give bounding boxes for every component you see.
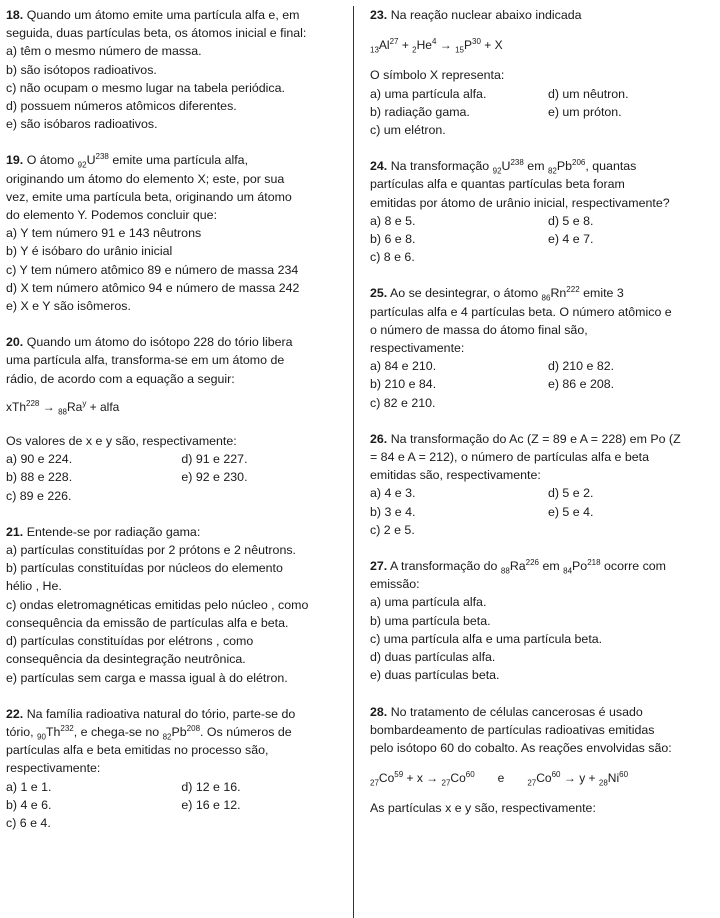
mass-number: 222 <box>566 285 580 295</box>
atomic-number: 27 <box>527 778 537 788</box>
option-a: a) 4 e 3. <box>370 486 416 501</box>
mass-number: 27 <box>389 37 399 47</box>
question-text: originando um átomo do elemento X; este, por sua <box>6 171 285 186</box>
element-symbol: He <box>416 38 432 53</box>
element-symbol: Co <box>450 771 466 786</box>
arrow-icon: → <box>436 38 456 53</box>
equation-term: + <box>398 38 413 53</box>
question-22 <box>6 705 347 832</box>
question-text: O símbolo X representa: <box>370 68 505 83</box>
option-d: d) X tem número atômico 94 e número de massa 242 <box>6 280 300 295</box>
option-b: b) 88 e 228. <box>6 470 73 485</box>
option-d-cont: consequência da desintegração neutrônica. <box>6 652 246 667</box>
mass-number: 238 <box>510 158 524 168</box>
question-25 <box>370 284 716 411</box>
element-symbol: Rn <box>550 286 567 301</box>
option-c: c) 6 e 4. <box>6 815 51 830</box>
option-c: c) Y tem número atômico 89 e número de massa 234 <box>6 262 299 277</box>
question-text: Ao se desintegrar, o átomo <box>390 286 539 301</box>
atomic-number: 88 <box>500 566 510 576</box>
option-d: d) duas partículas alfa. <box>370 650 496 665</box>
option-e: e) 4 e 7. <box>547 232 594 247</box>
question-text: rádio, de acordo com a equação a seguir: <box>6 371 235 386</box>
mass-number: 60 <box>551 770 561 780</box>
question-number: 22. <box>6 706 24 721</box>
mass-number: 218 <box>587 557 601 567</box>
atomic-number: 2 <box>412 45 417 55</box>
question-text: . Os números de <box>200 724 292 739</box>
atomic-number: 92 <box>492 166 502 176</box>
question-text: partículas alfa e quantas partículas beta foram <box>370 177 625 192</box>
option-b: b) partículas constituídas por núcleos do elemento <box>6 561 283 576</box>
option-a: a) 8 e 5. <box>370 213 416 228</box>
question-text: , e chega-se no <box>73 724 160 739</box>
option-e: e) duas partículas beta. <box>370 668 500 683</box>
option-c: c) ondas eletromagnéticas emitidas pelo núcleo , como <box>6 597 309 612</box>
question-19 <box>6 151 347 315</box>
option-c: c) um elétron. <box>370 123 446 138</box>
option-e: e) 92 e 230. <box>181 470 248 485</box>
mass-number: 30 <box>472 37 481 47</box>
arrow-icon: → <box>426 771 439 786</box>
atomic-number: 88 <box>58 407 67 417</box>
element-symbol: P <box>464 38 473 53</box>
option-a: a) uma partícula alfa. <box>370 86 487 101</box>
option-e: e) 86 e 208. <box>547 377 615 392</box>
question-text: emite uma partícula alfa, <box>112 153 249 168</box>
option-d: d) 91 e 227. <box>181 452 248 467</box>
question-text: respectivamente: <box>6 761 101 776</box>
option-b: b) são isótopos radioativos. <box>6 62 157 77</box>
question-text: A transformação do <box>390 559 498 574</box>
question-text: Quando um átomo emite uma partícula alfa e, em <box>26 8 300 22</box>
question-text: uma partícula alfa, transforma-se em um átomo de <box>6 353 285 368</box>
question-number: 20. <box>6 335 24 350</box>
question-text: partículas alfa e 4 partículas beta. O número atômico e <box>370 304 672 319</box>
question-text: , quantas <box>585 159 637 174</box>
element-symbol: Ni <box>607 771 620 786</box>
atomic-number: 28 <box>598 778 608 788</box>
option-b: b) 6 e 8. <box>370 232 416 247</box>
option-d: d) 5 e 2. <box>547 486 594 501</box>
right-column <box>370 6 716 818</box>
option-c-cont: consequência da emissão de partículas alfa e beta. <box>6 615 289 630</box>
element-symbol: Po <box>572 559 588 574</box>
option-b: b) 4 e 6. <box>6 797 52 812</box>
question-text: Na transformação <box>390 159 490 174</box>
question-text: emitidas são, respectivamente: <box>370 468 541 483</box>
question-number: 18. <box>6 8 24 22</box>
question-26 <box>370 430 716 539</box>
element-symbol: U <box>501 159 511 174</box>
option-d: d) 210 e 82. <box>547 359 615 374</box>
left-column <box>6 6 354 918</box>
mass-number: 228 <box>26 398 40 408</box>
element-symbol: Co <box>378 771 395 786</box>
question-number: 23. <box>370 8 388 22</box>
option-e: e) 16 e 12. <box>181 797 241 812</box>
nuclear-equation <box>370 36 716 54</box>
option-c: c) 89 e 226. <box>6 488 72 503</box>
mass-number: 59 <box>394 770 404 780</box>
question-text: No tratamento de células cancerosas é usado <box>390 704 643 719</box>
option-b: b) uma partícula beta. <box>370 613 491 628</box>
option-d: d) 5 e 8. <box>547 213 594 228</box>
option-e: e) partículas sem carga e massa igual à do elétron. <box>6 670 288 685</box>
atomic-number: 90 <box>37 732 46 742</box>
equation-term: + x <box>403 771 427 786</box>
option-c: c) uma partícula alfa e uma partícula beta. <box>370 631 603 646</box>
option-a: a) têm o mesmo número de massa. <box>6 44 202 59</box>
option-b-cont: hélio , He. <box>6 579 62 594</box>
mass-number: 60 <box>465 770 475 780</box>
option-a: a) Y tem número 91 e 143 nêutrons <box>6 226 202 241</box>
question-text: do elemento Y. Podemos concluir que: <box>6 208 218 223</box>
question-20 <box>6 333 347 505</box>
option-d: d) um nêutron. <box>547 86 629 101</box>
question-text: em <box>527 159 545 174</box>
question-text: Na transformação do Ac (Z = 89 e A = 228) em Po (Z <box>390 431 681 446</box>
question-text: Na reação nuclear abaixo indicada <box>390 8 582 22</box>
question-number: 27. <box>370 559 388 574</box>
element-symbol: U <box>86 153 96 168</box>
arrow-icon: → <box>563 771 576 786</box>
option-c: c) 2 e 5. <box>370 522 415 537</box>
mass-number: 206 <box>572 158 586 168</box>
option-c: c) 8 e 6. <box>370 250 415 265</box>
question-text: bombardeamento de partículas radioativas emitidas <box>370 722 655 737</box>
option-a: a) uma partícula alfa. <box>370 595 487 610</box>
element-symbol: Ra <box>66 399 83 414</box>
atomic-number: 13 <box>370 45 379 55</box>
question-number: 19. <box>6 153 24 168</box>
equation-separator: e <box>497 771 505 786</box>
question-number: 28. <box>370 704 388 719</box>
option-b: b) radiação gama. <box>370 104 470 119</box>
question-27 <box>370 557 716 684</box>
question-text: emitidas por átomo de urânio inicial, respectivamente? <box>370 195 670 210</box>
option-a: a) partículas constituídas por 2 prótons e 2 nêutrons. <box>6 543 296 558</box>
option-b: b) 3 e 4. <box>370 504 416 519</box>
question-18 <box>6 6 347 133</box>
equation-term: y + <box>575 771 599 786</box>
question-21 <box>6 523 347 687</box>
question-text: tório, <box>6 724 34 739</box>
atomic-number: 82 <box>547 166 557 176</box>
equation-term: xTh <box>6 399 27 414</box>
question-text: emite 3 <box>583 286 624 301</box>
question-number: 24. <box>370 159 388 174</box>
question-text: Na família radioativa natural do tório, parte-se do <box>26 706 296 721</box>
question-text: pelo isótopo 60 do cobalto. As reações envolvidas são: <box>370 740 672 755</box>
question-number: 25. <box>370 286 388 301</box>
question-text: Quando um átomo do isótopo 228 do tório libera <box>26 335 293 350</box>
element-symbol: Pb <box>171 724 187 739</box>
question-text: As partículas x e y são, respectivamente: <box>370 801 596 816</box>
option-d: d) possuem números atômicos diferentes. <box>6 99 237 114</box>
question-text: o número de massa do átomo final são, <box>370 322 588 337</box>
element-symbol: Al <box>378 38 390 53</box>
mass-number: 232 <box>60 723 74 733</box>
nuclear-equation <box>6 398 347 416</box>
atomic-number: 92 <box>77 160 87 170</box>
question-text: emissão: <box>370 577 420 592</box>
question-text: ocorre com <box>604 559 666 574</box>
question-text: partículas alfa e beta emitidas no processo são, <box>6 743 269 758</box>
question-text: Os valores de x e y são, respectivamente: <box>6 434 237 449</box>
element-symbol: Co <box>536 771 552 786</box>
mass-number: 208 <box>186 723 201 733</box>
mass-number: y <box>82 398 87 408</box>
atomic-number: 82 <box>162 732 172 742</box>
question-text: vez, emite uma partícula beta, originando um átomo <box>6 189 292 204</box>
option-e: e) X e Y são isômeros. <box>6 299 131 314</box>
question-number: 21. <box>6 524 24 539</box>
element-symbol: Ra <box>509 559 526 574</box>
element-symbol: Pb <box>556 159 573 174</box>
element-symbol: Th <box>45 724 61 739</box>
option-d: d) partículas constituídas por elétrons , como <box>6 634 254 649</box>
atomic-number: 84 <box>563 566 573 576</box>
question-28 <box>370 703 716 818</box>
question-text: seguida, duas partículas beta, os átomos inicial e final: <box>6 26 307 41</box>
question-number: 26. <box>370 431 388 446</box>
option-c: c) não ocupam o mesmo lugar na tabela periódica. <box>6 80 285 95</box>
option-c: c) 82 e 210. <box>370 395 436 410</box>
equation-term: + X <box>480 38 503 53</box>
nuclear-equation <box>370 769 716 787</box>
atomic-number: 27 <box>441 778 451 788</box>
question-24 <box>370 157 716 266</box>
option-a: a) 1 e 1. <box>6 779 52 794</box>
mass-number: 4 <box>431 37 437 47</box>
option-e: e) 5 e 4. <box>547 504 594 519</box>
arrow-icon: → <box>42 399 55 414</box>
option-d: d) 12 e 16. <box>181 779 241 794</box>
equation-term: + alfa <box>86 399 120 414</box>
question-text: respectivamente: <box>370 341 465 356</box>
option-b: b) Y é isóbaro do urânio inicial <box>6 244 173 259</box>
atomic-number: 27 <box>370 778 379 788</box>
question-23 <box>370 6 716 139</box>
option-a: a) 84 e 210. <box>370 359 437 374</box>
question-text: Entende-se por radiação gama: <box>26 524 201 539</box>
question-text: = 84 e A = 212), o número de partículas alfa e beta <box>370 450 649 465</box>
option-b: b) 210 e 84. <box>370 377 437 392</box>
question-text: O átomo <box>26 153 75 168</box>
mass-number: 226 <box>525 557 540 567</box>
atomic-number: 15 <box>455 45 464 55</box>
mass-number: 60 <box>619 770 629 780</box>
question-text: em <box>542 559 560 574</box>
atomic-number: 86 <box>541 293 551 303</box>
mass-number: 238 <box>95 152 109 162</box>
option-e: e) um próton. <box>547 104 622 119</box>
option-a: a) 90 e 224. <box>6 452 73 467</box>
option-e: e) são isóbaros radioativos. <box>6 117 158 132</box>
